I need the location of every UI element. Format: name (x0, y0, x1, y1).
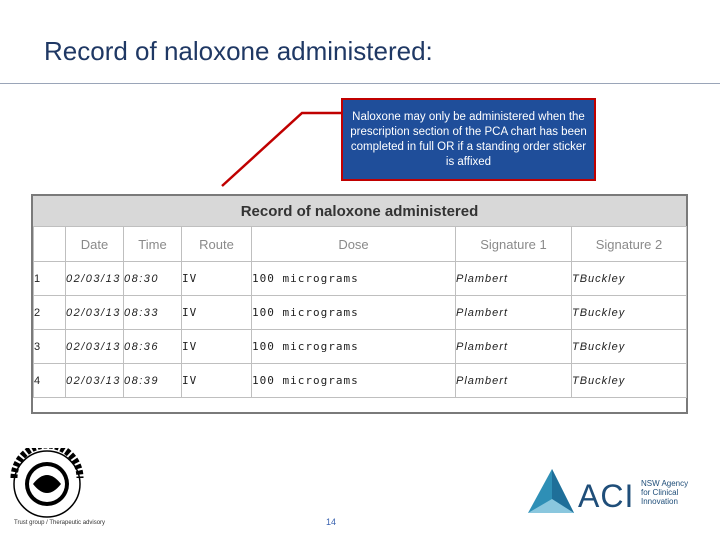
slide-title: Record of naloxone administered: (44, 36, 433, 66)
signature-2-cell: TBuckley (572, 364, 687, 398)
signature-2-cell: TBuckley (572, 262, 687, 296)
time-cell: 08:33 (124, 296, 182, 330)
callout-text: Naloxone may only be administered when the prescription section of the PCA chart has been completed in full OR if a standing order sticker is affixed (350, 110, 587, 168)
col-header-signature-1: Signature 1 (456, 227, 572, 262)
page-number: 14 (326, 517, 337, 527)
aci-subtitle-line: NSW Agency (641, 479, 689, 488)
record-table (33, 226, 687, 398)
callout-note (341, 98, 596, 181)
aci-subtitle-line: Innovation (641, 497, 678, 506)
record-header: Record of naloxone administered (33, 196, 686, 226)
dose-cell: 100 micrograms (252, 330, 456, 364)
row-number: 1 (34, 262, 66, 296)
date-cell: 02/03/13 (66, 262, 124, 296)
col-header-dose: Dose (252, 227, 456, 262)
date-cell: 02/03/13 (66, 296, 124, 330)
signature-1-cell: Plambert (456, 330, 572, 364)
naloxone-record-form (31, 194, 688, 414)
side-margin-text (18, 290, 28, 400)
dose-cell: 100 micrograms (252, 364, 456, 398)
col-header-time: Time (124, 227, 182, 262)
signature-2-cell: TBuckley (572, 296, 687, 330)
col-header-route: Route (182, 227, 252, 262)
route-cell: IV (182, 364, 252, 398)
col-header-signature-2: Signature 2 (572, 227, 687, 262)
route-cell: IV (182, 262, 252, 296)
table-row (34, 364, 687, 398)
signature-1-cell: Plambert (456, 262, 572, 296)
row-number: 3 (34, 330, 66, 364)
pain-logo-caption: Trust group / Therapeutic advisory (14, 520, 106, 526)
dose-cell: 100 micrograms (252, 262, 456, 296)
route-cell: IV (182, 296, 252, 330)
table-row (34, 330, 687, 364)
signature-1-cell: Plambert (456, 364, 572, 398)
time-cell: 08:36 (124, 330, 182, 364)
aci-subtitle-line: for Clinical (641, 488, 679, 497)
route-cell: IV (182, 330, 252, 364)
dose-cell: 100 micrograms (252, 296, 456, 330)
date-cell: 02/03/13 (66, 330, 124, 364)
table-header-row (34, 227, 687, 262)
time-cell: 08:30 (124, 262, 182, 296)
aci-subtitle (641, 479, 688, 506)
time-cell: 08:39 (124, 364, 182, 398)
row-number: 2 (34, 296, 66, 330)
aci-wordmark: ACI (578, 478, 635, 514)
table-row (34, 296, 687, 330)
col-header-num (34, 227, 66, 262)
col-header-date: Date (66, 227, 124, 262)
table-row (34, 262, 687, 296)
signature-2-cell: TBuckley (572, 330, 687, 364)
date-cell: 02/03/13 (66, 364, 124, 398)
signature-1-cell: Plambert (456, 296, 572, 330)
row-number: 4 (34, 364, 66, 398)
